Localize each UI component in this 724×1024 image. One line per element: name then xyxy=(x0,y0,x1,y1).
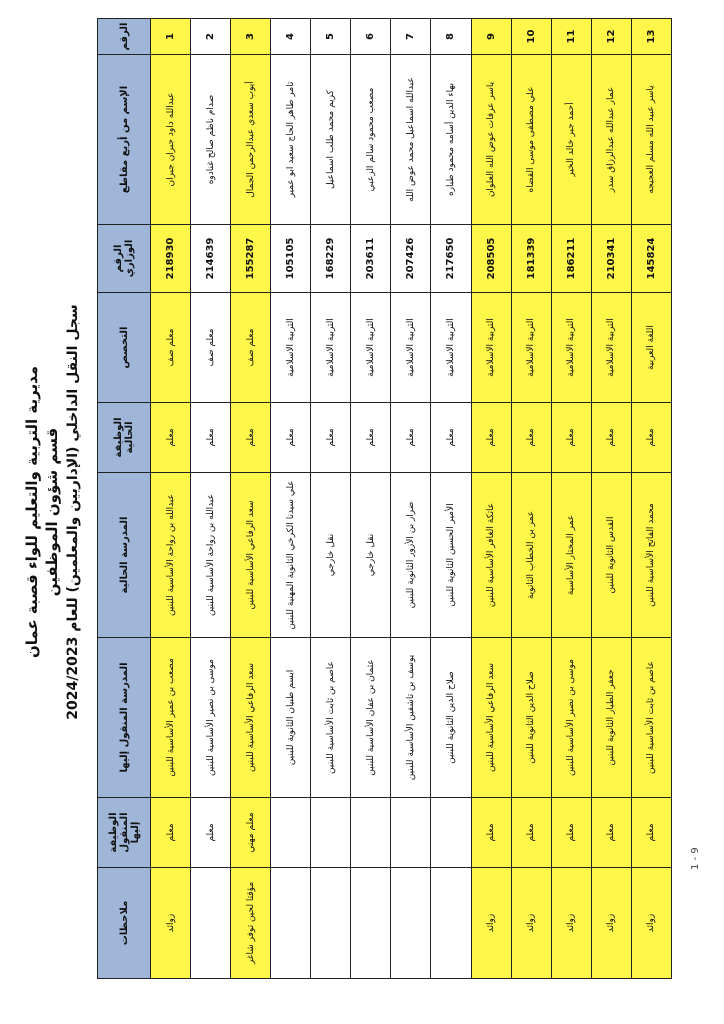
cell-id: 105105 xyxy=(271,225,311,293)
cell-job: معلم xyxy=(431,403,471,473)
column-header: الوظيفة الحالية xyxy=(98,403,151,473)
cell-current: علي سيدنا الكرخي الثانوية المهنية للبنين xyxy=(271,473,311,638)
cell-current: ضرار بن الأزور الثانوية للبنين xyxy=(391,473,431,638)
column-header: الرقم الوزاري xyxy=(98,225,151,293)
cell-target: صلاح الدين الثانوية للبنين xyxy=(511,638,551,798)
cell-id: 208505 xyxy=(471,225,511,293)
cell-id: 155287 xyxy=(231,225,271,293)
cell-spec: معلم صف xyxy=(231,293,271,403)
cell-note xyxy=(351,868,391,979)
cell-current: الأمير الحسين الثانوية للبنين xyxy=(431,473,471,638)
cell-no: 12 xyxy=(591,19,631,55)
cell-spec: التربية الاسلامية xyxy=(471,293,511,403)
cell-note xyxy=(271,868,311,979)
cell-id: 210341 xyxy=(591,225,631,293)
cell-spec: التربية الاسلامية xyxy=(351,293,391,403)
cell-new-job: معلم مهني xyxy=(231,798,271,868)
directorate-title: مديرية التربية والتعليم للواء قصبة عمان xyxy=(23,365,41,659)
cell-new-job: معلم xyxy=(551,798,591,868)
cell-no: 8 xyxy=(431,19,471,55)
cell-id: 168229 xyxy=(311,225,351,293)
cell-note: زوائد xyxy=(591,868,631,979)
cell-no: 2 xyxy=(191,19,231,55)
cell-no: 5 xyxy=(311,19,351,55)
cell-target: عثمان بن عفان الأساسية للبنين xyxy=(351,638,391,798)
cell-job: معلم xyxy=(231,403,271,473)
cell-no: 13 xyxy=(631,19,671,55)
cell-id: 181339 xyxy=(511,225,551,293)
cell-name: صدام ناظم صالح غنادوه xyxy=(191,55,231,225)
cell-target: جعفر الطيار الثانوية للبنين xyxy=(591,638,631,798)
cell-target: مصعب بن عمير الأساسية للبنين xyxy=(151,638,191,798)
cell-new-job xyxy=(311,798,351,868)
cell-spec: معلم صف xyxy=(151,293,191,403)
cell-id: 186211 xyxy=(551,225,591,293)
transfer-table xyxy=(97,18,672,979)
cell-target: سعد الرفاعي الأساسية للبنين xyxy=(231,638,271,798)
cell-new-job xyxy=(271,798,311,868)
cell-current: محمد الفاتح الأساسية للبنين xyxy=(631,473,671,638)
cell-target: ابسم طبيان الثانوية للبنين xyxy=(271,638,311,798)
cell-current: عبدالله بن رواحة الأساسية للبنين xyxy=(191,473,231,638)
cell-job: معلم xyxy=(471,403,511,473)
rotated-sheet xyxy=(17,22,707,997)
cell-job: معلم xyxy=(351,403,391,473)
cell-new-job: معلم xyxy=(151,798,191,868)
table-row xyxy=(311,19,351,979)
cell-name: عبدالله اسماعيل محمد عوض الله xyxy=(391,55,431,225)
cell-no: 1 xyxy=(151,19,191,55)
column-header: التخصص xyxy=(98,293,151,403)
cell-current: القدس الثانوية للبنين xyxy=(591,473,631,638)
cell-no: 4 xyxy=(271,19,311,55)
column-header: الإسم من أربع مقاطع xyxy=(98,55,151,225)
cell-job: معلم xyxy=(591,403,631,473)
cell-no: 9 xyxy=(471,19,511,55)
cell-no: 11 xyxy=(551,19,591,55)
table-row xyxy=(231,19,271,979)
cell-job: معلم xyxy=(551,403,591,473)
cell-name: ياسر عرفات عوض الله العلوان xyxy=(471,55,511,225)
cell-name: عمار عبدالله عبدالرزاق سدر xyxy=(591,55,631,225)
cell-id: 145824 xyxy=(631,225,671,293)
column-header: الرقم xyxy=(98,19,151,55)
table-header xyxy=(98,19,151,979)
cell-current: عاتكة الغافر الأساسية للبنين xyxy=(471,473,511,638)
cell-new-job xyxy=(391,798,431,868)
table-row xyxy=(271,19,311,979)
cell-spec: اللغة العربية xyxy=(631,293,671,403)
cell-name: عبدالله داود جبران جبران xyxy=(151,55,191,225)
cell-job: معلم xyxy=(631,403,671,473)
cell-current: عمر بن الخطاب الثانوية xyxy=(511,473,551,638)
department-title: قسم شؤون الموظفين xyxy=(43,427,61,597)
cell-job: معلم xyxy=(271,403,311,473)
table-row xyxy=(191,19,231,979)
cell-spec: التربية الاسلامية xyxy=(311,293,351,403)
cell-spec: التربية الاسلامية xyxy=(551,293,591,403)
cell-note xyxy=(191,868,231,979)
cell-current: عمر المختار الأساسية xyxy=(551,473,591,638)
cell-job: معلم xyxy=(511,403,551,473)
table-row xyxy=(631,19,671,979)
cell-spec: التربية الاسلامية xyxy=(391,293,431,403)
cell-spec: التربية الاسلامية xyxy=(271,293,311,403)
cell-target: سعد الرفاعي الأساسية للبنين xyxy=(471,638,511,798)
cell-id: 207426 xyxy=(391,225,431,293)
cell-id: 218930 xyxy=(151,225,191,293)
table-row xyxy=(351,19,391,979)
cell-spec: التربية الاسلامية xyxy=(591,293,631,403)
table-row xyxy=(391,19,431,979)
cell-name: مصعب محمود سالم الزعبي xyxy=(351,55,391,225)
cell-target: موسى بن نصير الأساسية للبنين xyxy=(551,638,591,798)
cell-target: موسى بن نصير الأساسية للبنين xyxy=(191,638,231,798)
cell-current: نقل خارجي xyxy=(311,473,351,638)
table-row xyxy=(551,19,591,979)
cell-id: 214639 xyxy=(191,225,231,293)
cell-spec: معلم صف xyxy=(191,293,231,403)
cell-new-job xyxy=(431,798,471,868)
cell-no: 10 xyxy=(511,19,551,55)
cell-name: علي مصطفى موسى القضاه xyxy=(511,55,551,225)
cell-job: معلم xyxy=(311,403,351,473)
cell-new-job: معلم xyxy=(511,798,551,868)
cell-spec: التربية الاسلامية xyxy=(511,293,551,403)
cell-note: زوائد xyxy=(511,868,551,979)
cell-target: يوسف بن تاشفين الأساسية للبنين xyxy=(391,638,431,798)
cell-target: عاصم بن ثابت الأساسية للبنين xyxy=(311,638,351,798)
cell-name: تامر طاهر الحاج سعيد ابو عمير xyxy=(271,55,311,225)
column-header: الوظيفة المنقول إليها xyxy=(98,798,151,868)
table-row xyxy=(151,19,191,979)
cell-no: 6 xyxy=(351,19,391,55)
cell-current: سعد الرفاعي الأساسية للبنين xyxy=(231,473,271,638)
cell-current: نقل خارجي xyxy=(351,473,391,638)
cell-name: كريم محمد طلب اسماعيل xyxy=(311,55,351,225)
cell-name: بهاء الدين أسامه محمود طباره xyxy=(431,55,471,225)
cell-name: ياسر عبيد الله مسلم العجيجه xyxy=(631,55,671,225)
record-title: سجل النقل الداخلي (الإداريين والمعلمين) للعام 2024/2023 xyxy=(65,304,81,720)
cell-note: زوائد xyxy=(631,868,671,979)
cell-name: أيوب سعدي عبدالرحمن الجمال xyxy=(231,55,271,225)
cell-job: معلم xyxy=(191,403,231,473)
cell-new-job xyxy=(351,798,391,868)
cell-job: معلم xyxy=(151,403,191,473)
table-row xyxy=(591,19,631,979)
cell-note: زوائد xyxy=(151,868,191,979)
cell-job: معلم xyxy=(391,403,431,473)
column-header: ملاحظات xyxy=(98,868,151,979)
cell-note: زوائد xyxy=(551,868,591,979)
cell-new-job: معلم xyxy=(191,798,231,868)
cell-spec: التربية الاسلامية xyxy=(431,293,471,403)
cell-id: 203611 xyxy=(351,225,391,293)
cell-new-job: معلم xyxy=(471,798,511,868)
cell-target: عاصم بن ثابت الأساسية للبنين xyxy=(631,638,671,798)
cell-target: صلاح الدين الثانوية للبنين xyxy=(431,638,471,798)
table-row xyxy=(431,19,471,979)
cell-new-job: معلم xyxy=(591,798,631,868)
table-row xyxy=(471,19,511,979)
table-row xyxy=(511,19,551,979)
page-number: 1 - 9 xyxy=(690,847,701,870)
cell-name: أحمد جبر خالد الخير xyxy=(551,55,591,225)
cell-id: 217650 xyxy=(431,225,471,293)
cell-note xyxy=(431,868,471,979)
cell-no: 3 xyxy=(231,19,271,55)
cell-note xyxy=(391,868,431,979)
cell-note: زوائد xyxy=(471,868,511,979)
header xyxy=(17,27,95,997)
cell-new-job: معلم xyxy=(631,798,671,868)
cell-note: مؤقتا لحين توفر شاغر xyxy=(231,868,271,979)
cell-no: 7 xyxy=(391,19,431,55)
cell-current: عبدالله بن رواحة الأساسية للبنين xyxy=(151,473,191,638)
cell-note xyxy=(311,868,351,979)
column-header: المدرسة الحالية xyxy=(98,473,151,638)
column-header: المدرسة المنقول إليها xyxy=(98,638,151,798)
